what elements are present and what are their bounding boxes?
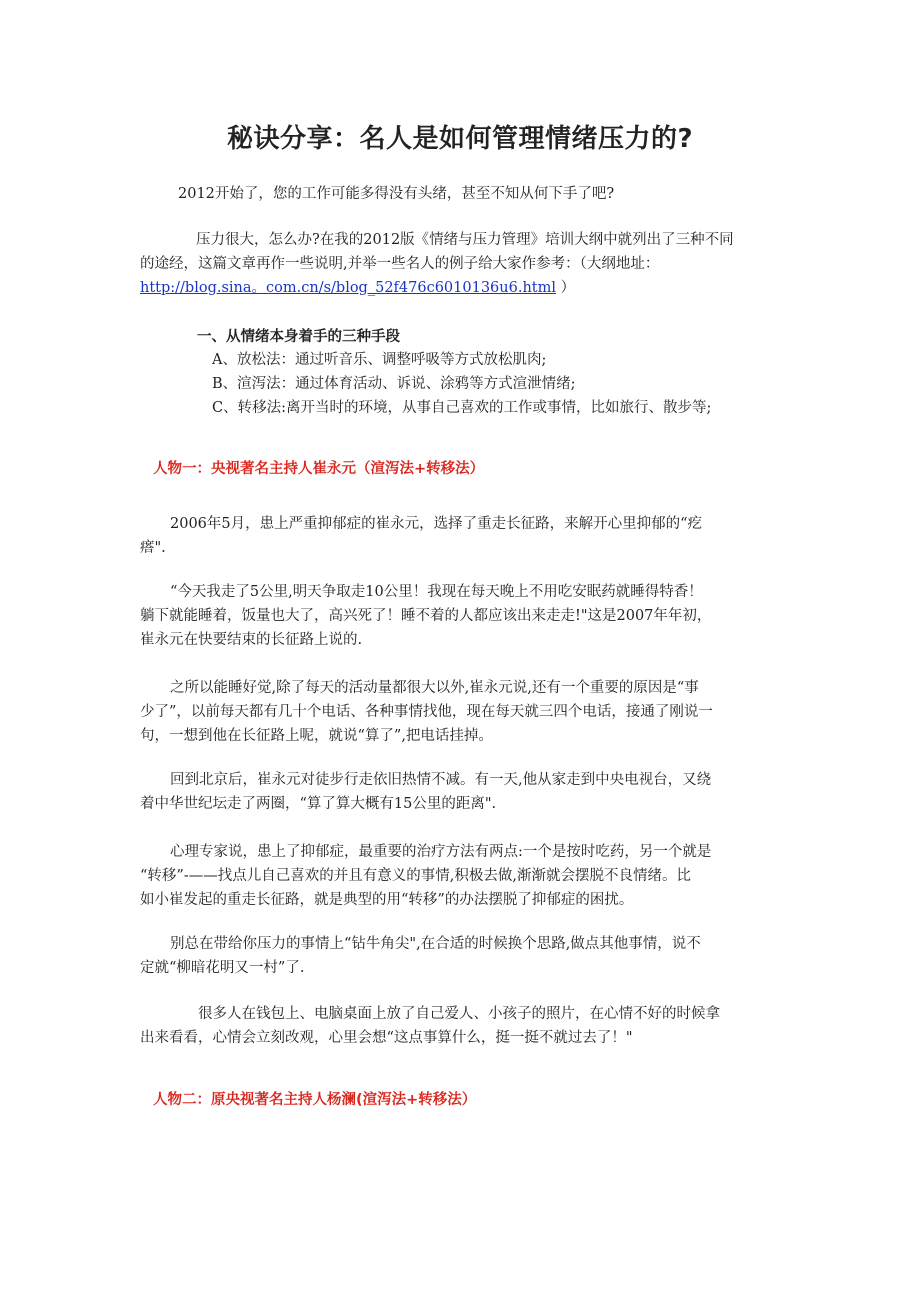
body-line: “转移”-——找点儿自己喜欢的并且有意义的事情,积极去做,渐渐就会摆脱不良情绪。比 xyxy=(140,868,691,884)
body-line: 别总在带给你压力的事情上“钻牛角尖",在合适的时候换个思路,做点其他事情，说不 xyxy=(170,936,701,952)
preface-link-suffix: ） xyxy=(556,280,576,296)
method-item-vent: B、渲泻法：通过体育活动、诉说、涂鸦等方式渲泄情绪; xyxy=(212,376,576,392)
body-line: 出来看看，心情会立刻改观，心里会想“这点事算什么，挺一挺不就过去了！" xyxy=(140,1030,633,1046)
blog-outline-link[interactable]: http://blog.sina。com.cn/s/blog_52f476c6010136u6.html xyxy=(140,280,557,296)
body-paragraph-7 xyxy=(140,1002,785,1050)
body-line: 如小崔发起的重走长征路，就是典型的用“转移”的办法摆脱了抑郁症的困扰。 xyxy=(140,892,634,908)
body-paragraph-2 xyxy=(140,580,785,652)
person-two-heading: 人物二：原央视著名主持人杨澜(渲泻法+转移法） xyxy=(153,1092,477,1108)
body-paragraph-6 xyxy=(140,932,785,980)
body-line: 瘩". xyxy=(140,540,166,556)
body-paragraph-1 xyxy=(140,512,785,560)
body-paragraph-3 xyxy=(140,676,785,748)
preface-paragraph xyxy=(140,228,785,300)
body-line: 定就“柳暗花明又一村”了. xyxy=(140,960,305,976)
body-line: 心理专家说，患上了抑郁症，最重要的治疗方法有两点:一个是按时吃药，另一个就是 xyxy=(170,844,712,860)
body-line: “今天我走了5公里,明天争取走10公里！我现在每天晚上不用吃安眠药就睡得特香！ xyxy=(170,584,703,600)
document-title: 秘诀分享：名人是如何管理情绪压力的? xyxy=(226,124,694,154)
body-line: 少了”，以前每天都有几十个电话、各种事情找他，现在每天就三四个电话，接通了刚说一 xyxy=(140,704,713,720)
preface-line-1: 压力很大，怎么办?在我的2012版《情绪与压力管理》培训大纲中就列出了三种不同 xyxy=(196,232,734,248)
body-line: 回到北京后，崔永元对徒步行走依旧热情不减。有一天,他从家走到中央电视台，又绕 xyxy=(170,772,712,788)
method-item-transfer: C、转移法:离开当时的环境，从事自己喜欢的工作或事情，比如旅行、散步等; xyxy=(212,400,712,416)
methods-list xyxy=(212,348,711,420)
body-paragraph-4 xyxy=(140,768,785,816)
intro-paragraph xyxy=(178,182,778,206)
person-one-heading: 人物一：央视著名主持人崔永元（渲泻法+转移法） xyxy=(153,461,485,477)
body-line: 句，一想到他在长征路上呢，就说“算了”,把电话挂掉。 xyxy=(140,728,493,744)
body-line: 2006年5月，患上严重抑郁症的崔永元，选择了重走长征路，来解开心里抑郁的“疙 xyxy=(170,516,703,532)
preface-line-2: 的途经，这篇文章再作一些说明,并举一些名人的例子给大家作参考：（大纲地址： xyxy=(140,256,660,272)
body-line: 很多人在钱包上、电脑桌面上放了自己爱人、小孩子的照片，在心情不好的时候拿 xyxy=(198,1006,720,1022)
method-item-relax: A、放松法：通过听音乐、调整呼吸等方式放松肌肉; xyxy=(212,352,547,368)
body-line: 之所以能睡好觉,除了每天的活动量都很大以外,崔永元说,还有一个重要的原因是“事 xyxy=(170,680,699,696)
body-paragraph-5 xyxy=(140,840,785,912)
section-heading: 一、从情绪本身着手的三种手段 xyxy=(197,329,400,345)
body-line: 躺下就能睡着，饭量也大了，高兴死了！睡不着的人都应该出来走走!"这是2007年年初， xyxy=(140,608,712,624)
body-line: 着中华世纪坛走了两圈，“算了算大概有15公里的距离". xyxy=(140,796,497,812)
body-line: 崔永元在快要结束的长征路上说的. xyxy=(140,632,363,648)
intro-line: 2012开始了，您的工作可能多得没有头绪，甚至不知从何下手了吧? xyxy=(178,186,615,202)
preface-line-3 xyxy=(140,276,785,300)
